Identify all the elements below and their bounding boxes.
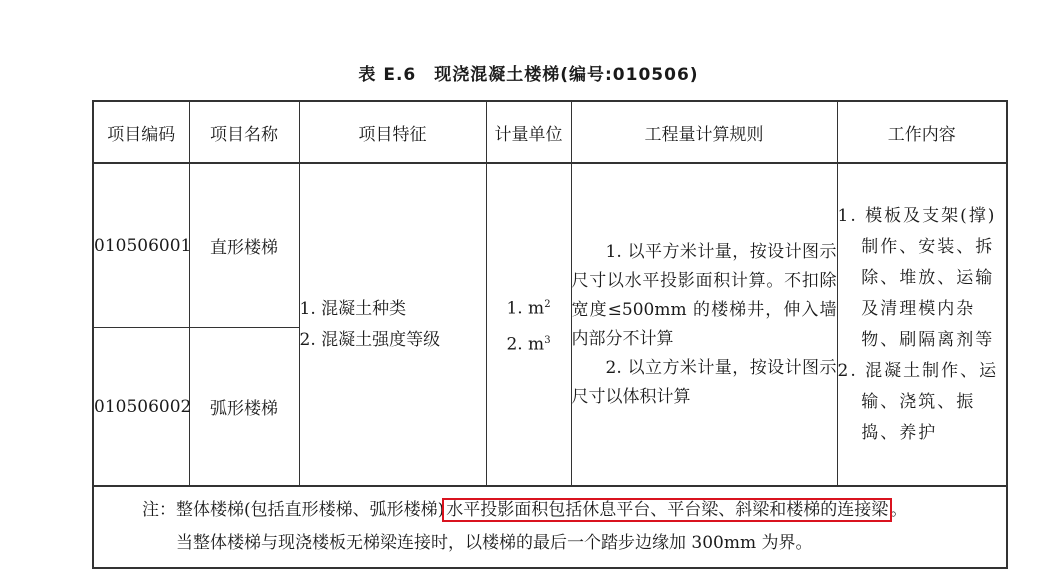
header-code: 项目编码 bbox=[93, 101, 189, 163]
rule-item: 2. 以立方米计量，按设计图示尺寸以体积计算 bbox=[571, 357, 837, 407]
work-item: 2. 混凝土制作、运输、浇筑、振捣、养护 bbox=[837, 360, 999, 443]
highlighted-text: 水平投影面积包括休息平台、平台梁、斜梁和楼梯的连接梁 bbox=[446, 500, 889, 520]
table-title: 表 E.6 现浇混凝土楼梯(编号:010506) bbox=[358, 65, 699, 85]
feature-item: 2. 混凝土强度等级 bbox=[299, 329, 441, 350]
note-line-2: 当整体楼梯与现浇楼板无梯梁连接时，以楼梯的最后一个踏步边缘加 300mm 为界。 bbox=[176, 533, 813, 553]
feature-item: 1. 混凝土种类 bbox=[299, 298, 407, 319]
header-name: 项目名称 bbox=[189, 101, 299, 163]
spec-table bbox=[92, 100, 1008, 569]
item-name: 弧形楼梯 bbox=[189, 328, 299, 487]
note-row bbox=[93, 486, 1007, 568]
unit-item: 1. $m^2$ bbox=[506, 298, 551, 319]
table-row bbox=[93, 163, 1007, 328]
header-features: 项目特征 bbox=[299, 101, 486, 163]
note-line-1 bbox=[94, 494, 1006, 527]
item-code: 010506001 bbox=[93, 163, 189, 328]
item-name: 直形楼梯 bbox=[189, 163, 299, 328]
item-code: 010506002 bbox=[93, 328, 189, 487]
header-work: 工作内容 bbox=[837, 101, 1007, 163]
note-suffix: 。 bbox=[890, 500, 908, 520]
rules-cell bbox=[571, 163, 837, 486]
work-cell bbox=[837, 163, 1007, 486]
header-row bbox=[93, 101, 1007, 163]
note-prefix: 注：整体楼梯(包括直形楼梯、弧形楼梯) bbox=[142, 500, 445, 520]
work-item: 1. 模板及支架(撑)制作、安装、拆除、堆放、运输及清理模内杂物、刷隔离剂等 bbox=[837, 205, 997, 350]
unit-item: 2. $m^3$ bbox=[506, 334, 551, 355]
header-rules: 工程量计算规则 bbox=[571, 101, 837, 163]
header-unit: 计量单位 bbox=[486, 101, 571, 163]
note-cell bbox=[93, 486, 1007, 568]
unit-cell bbox=[486, 163, 571, 486]
rule-item: 1. 以平方米计量，按设计图示尺寸以水平投影面积计算。不扣除宽度≤500mm 的楼梯井，伸入墙内部分不计算 bbox=[571, 241, 837, 349]
features-cell bbox=[299, 163, 486, 486]
